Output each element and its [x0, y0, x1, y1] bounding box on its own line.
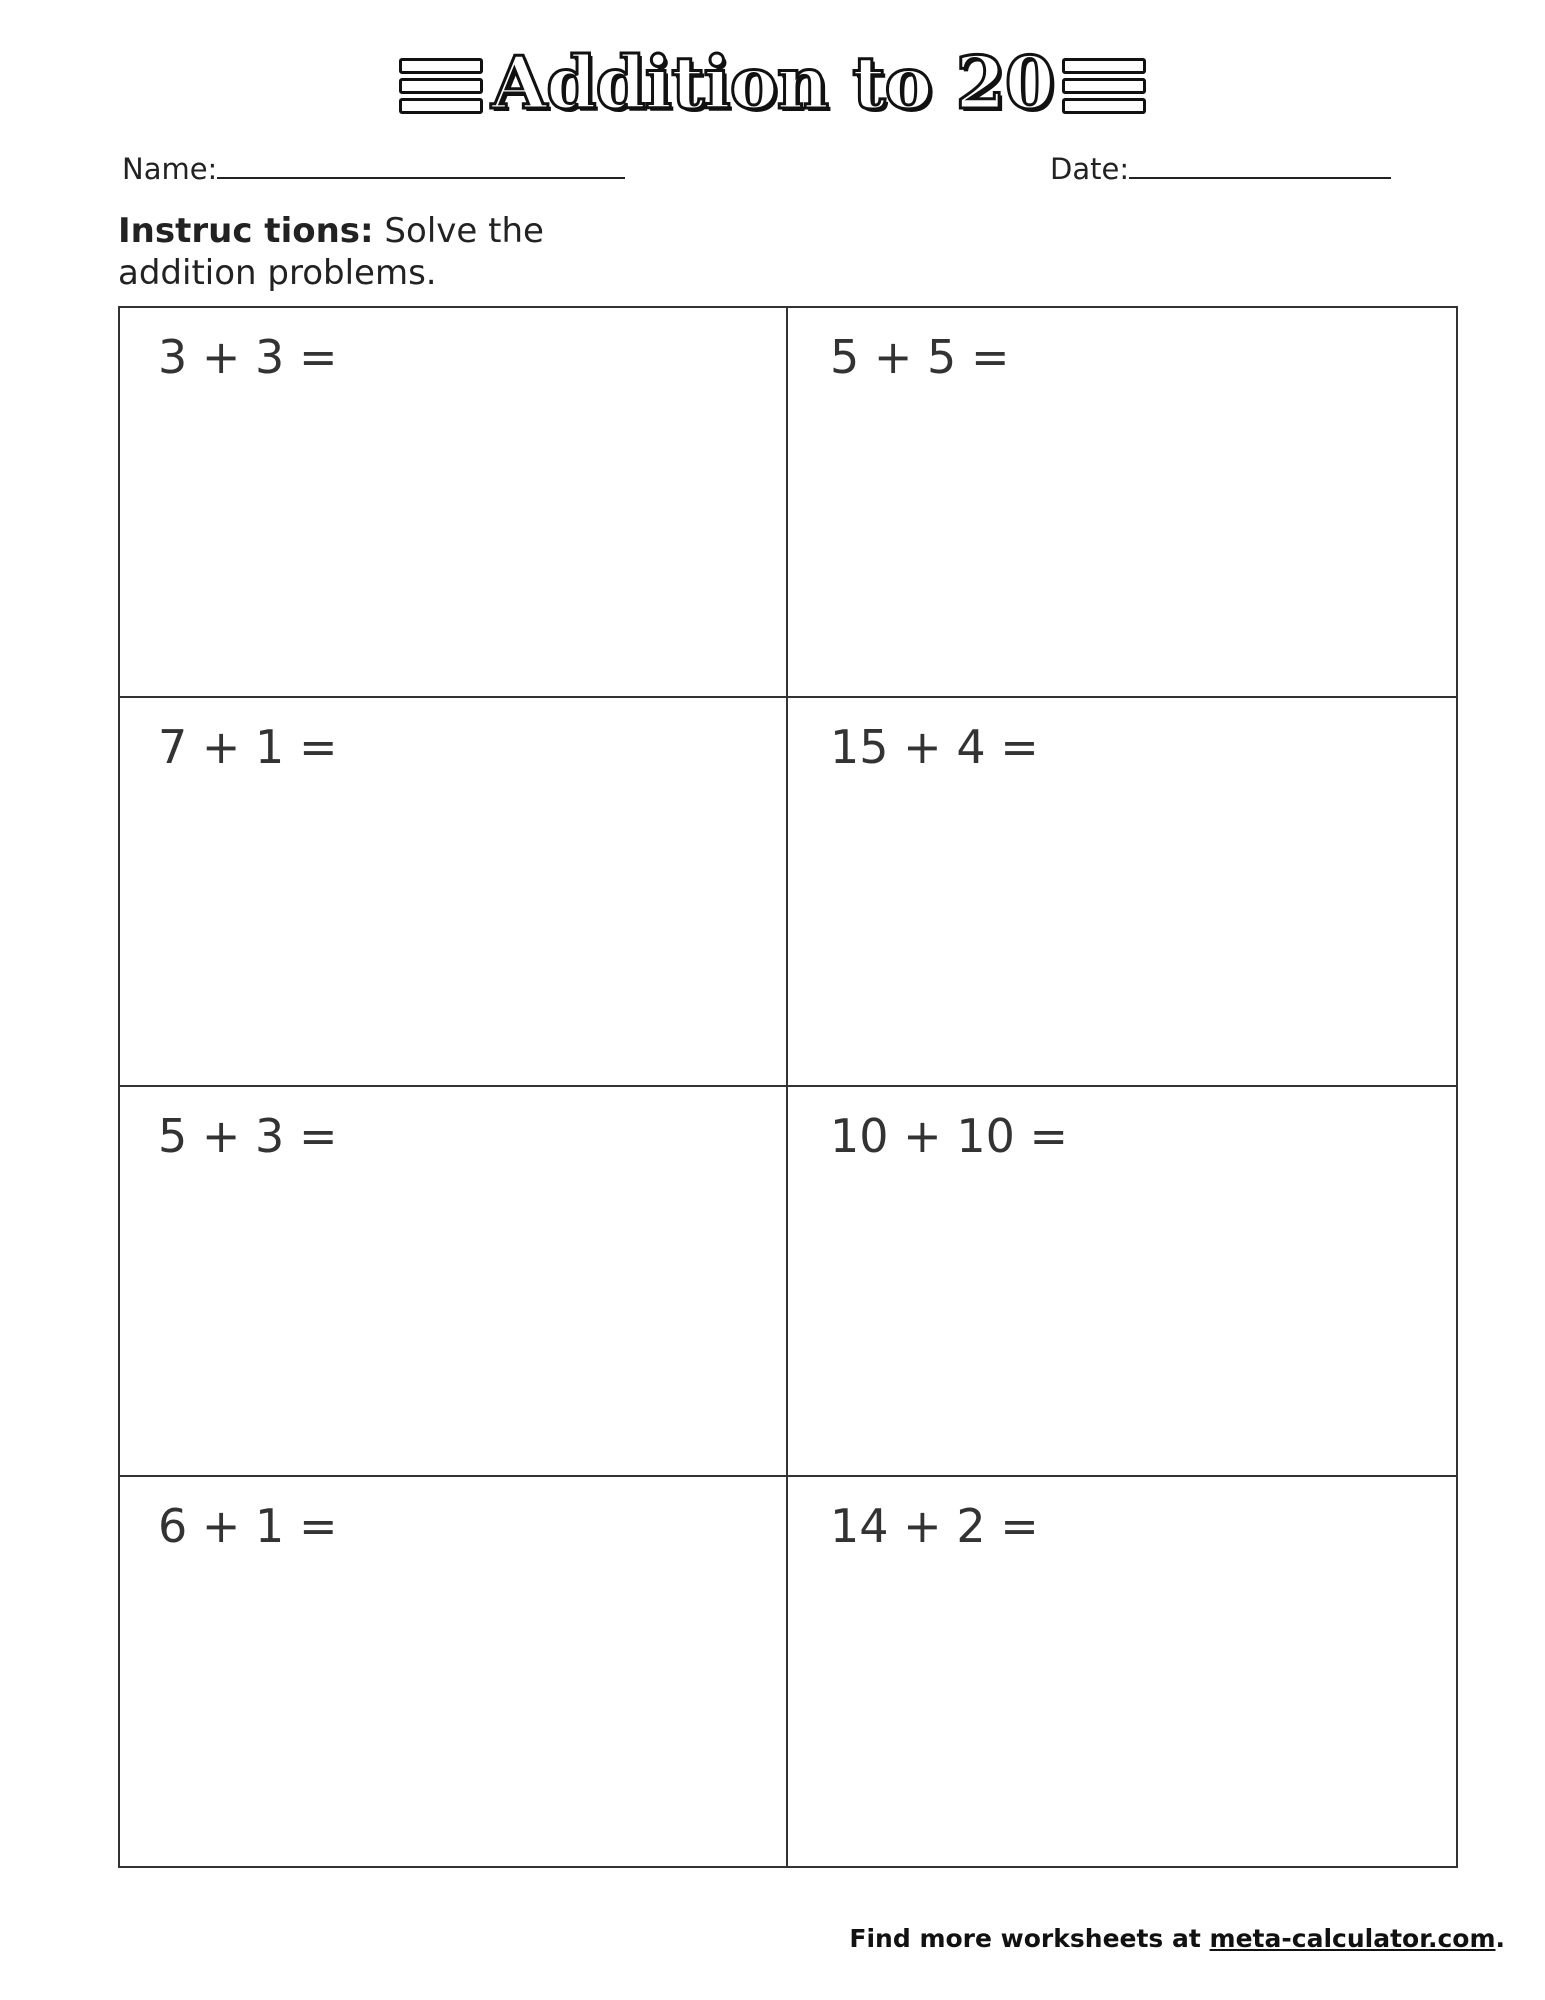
problem-text: 3 + 3 = [158, 330, 338, 384]
name-line[interactable] [217, 151, 625, 179]
problem-cell[interactable] [120, 1477, 788, 1867]
problem-text: 10 + 10 = [830, 1109, 1069, 1163]
problem-cell[interactable] [120, 308, 788, 698]
name-label: Name: [122, 152, 218, 186]
instructions [118, 210, 598, 294]
decorative-bars-left [399, 58, 483, 114]
date-field[interactable] [1050, 151, 1391, 186]
problem-text: 5 + 5 = [830, 330, 1010, 384]
problem-cell[interactable] [788, 308, 1456, 698]
worksheet-header [0, 38, 1545, 128]
problem-grid [118, 306, 1458, 1868]
problem-cell[interactable] [788, 1087, 1456, 1477]
problem-text: 15 + 4 = [830, 719, 1039, 774]
footer-credit [849, 1924, 1505, 1953]
name-field[interactable] [122, 151, 625, 186]
problem-text: 5 + 3 = [158, 1109, 338, 1163]
worksheet-title: Addition to 20 [491, 40, 1054, 125]
footer-suffix: . [1495, 1924, 1505, 1953]
problem-cell[interactable] [788, 1477, 1456, 1867]
problem-cell[interactable] [120, 1087, 788, 1477]
date-line[interactable] [1129, 151, 1391, 179]
decorative-bars-right [1062, 58, 1146, 114]
date-label: Date: [1050, 152, 1130, 186]
problem-text: 14 + 2 = [830, 1498, 1039, 1553]
problem-text: 6 + 1 = [158, 1498, 338, 1553]
problem-text: 7 + 1 = [158, 719, 338, 774]
instructions-text: Solve the addition problems. [118, 211, 544, 293]
instructions-label: Instruc tions: [118, 211, 374, 251]
footer-link[interactable]: meta-calculator.com [1209, 1924, 1496, 1953]
problem-cell[interactable] [788, 698, 1456, 1088]
problem-cell[interactable] [120, 698, 788, 1088]
footer-prefix: Find more worksheets at [849, 1924, 1210, 1953]
